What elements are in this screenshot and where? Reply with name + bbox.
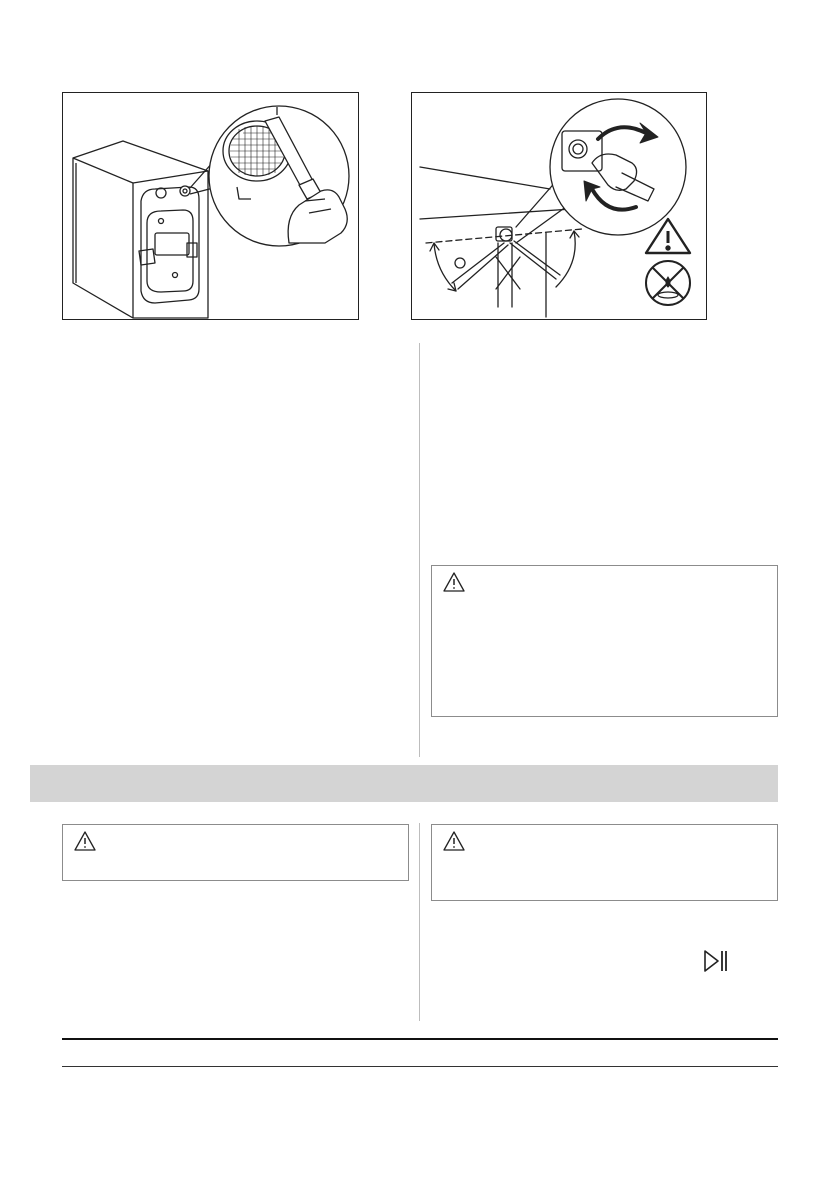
warning-triangle-icon [442,571,466,593]
table-top-rule [62,1038,778,1040]
water-inlet-figure [411,92,707,320]
warning-triangle-icon [442,830,466,852]
column-divider-upper [419,343,420,757]
no-water-leak-icon [646,261,690,305]
warning-box-lower-right [431,824,778,901]
section-heading-band [30,765,778,802]
drain-filter-figure [62,92,359,320]
warning-triangle-icon [73,830,97,852]
water-inlet-illustration [412,93,706,319]
warning-box-lower-left [62,824,409,881]
start-pause-icon [703,949,729,973]
drain-filter-illustration [63,93,358,319]
warning-box-upper-right [431,565,778,717]
table-bottom-rule [62,1066,778,1067]
column-divider-lower [419,823,420,1021]
